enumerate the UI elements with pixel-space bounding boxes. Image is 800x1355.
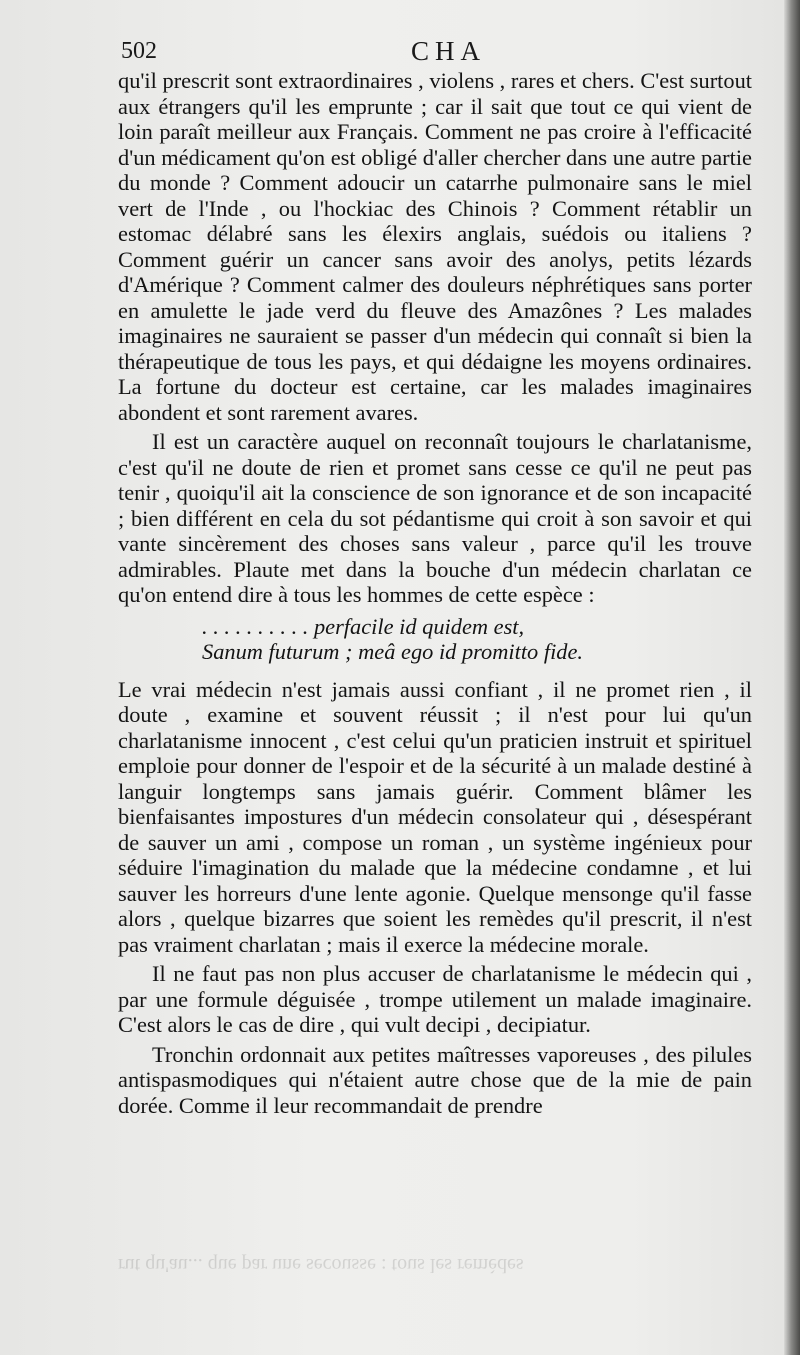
paragraph-1: qu'il prescrit sont extraordinaires , violens , rares et chers. C'est surtout aux étrangers qu'il les emprunte ; car il sait que tout ce qui vient de loin paraît meilleur aux Français. Comment ne pas croire à l'efficacité d'un médicament qu'on est obligé d'aller chercher dans une autre partie du monde ? Comment adoucir un catarrhe pulmonaire sans le miel vert de l'Inde , ou l'hockiac des Chinois ? Comment rétablir un estomac délabré sans les élexirs anglais, suédois ou italiens ? Comment guérir un cancer sans avoir des anolys, petits lézards d'Amérique ? Comment calmer des douleurs néphrétiques sans porter en amulette le jade verd du fleuve des Amazônes ? Les malades imaginaires ne sauraient se passer d'un médecin qui connaît si bien la thérapeutique de tous les pays, et qui dédaigne les moyens ordinaires. La fortune du docteur est certaine, car les malades imaginaires abondent et sont rarement avares. [118,68,752,425]
verse-line-1: . . . . . . . . . . perfacile id quidem est, [202,613,525,639]
page-number: 502 [121,38,157,64]
body-text [118,68,752,1118]
paragraph-5: Tronchin ordonnait aux petites maîtresses vaporeuses , des pilules antispasmodiques qui n'étaient autre chose que de la mie de pain dorée. Comme il leur recommandait de prendre [118,1041,752,1118]
paragraph-2: Il est un caractère auquel on reconnaît toujours le charlatanisme, c'est qu'il ne doute de rien et promet sans cesse ce qu'il ne peut pas tenir , quoiqu'il ait la conscience de son ignorance et de son incapacité ; bien différent en cela du sot pédantisme qui croit à son savoir et qui vante sincèrement des choses sans valeur , parce qu'il les trouve admirables. Plaute met dans la bouche d'un médecin charlatan ce qu'on entend dire à tous les hommes de cette espèce : [118,429,752,607]
verse-line-2: Sanum futurum ; meâ ego id promitto fide. [202,639,584,664]
page-header [121,36,761,70]
latin-verse [118,614,752,665]
book-spine-shadow [784,0,800,1355]
bleed-through-text: rut qu'au... que par une secousse : tous les remèdes [118,1254,524,1276]
paragraph-4: Il ne faut pas non plus accuser de charlatanisme le médecin qui , par une formule déguisée , trompe utilement un malade imaginaire. C'est alors le cas de dire , qui vult decipi , decipiatur. [118,961,752,1037]
paragraph-3: Le vrai médecin n'est jamais aussi confiant , il ne promet rien , il doute , examine et souvent réussit ; il n'est pour lui qu'un charlatanisme innocent , c'est celui qu'un praticien instruit et spirituel emploie pour donner de l'espoir et de la sécurité à un malade destiné à languir longtemps sans jamais guérir. Comment blâmer les bienfaisantes impostures d'un médecin consolateur qui , désespérant de sauver un ami , compose un roman , un système ingénieux pour séduire l'imagination du malade que la médecine condamne , et lui sauver les horreurs d'une lente agonie. Quelque mensonge qu'il fasse alors , quelque bizarres que soient les remèdes qu'il prescrit, il n'est pas vraiment charlatan ; mais il exerce la médecine morale. [118,676,752,957]
running-head: CHA [411,36,487,66]
